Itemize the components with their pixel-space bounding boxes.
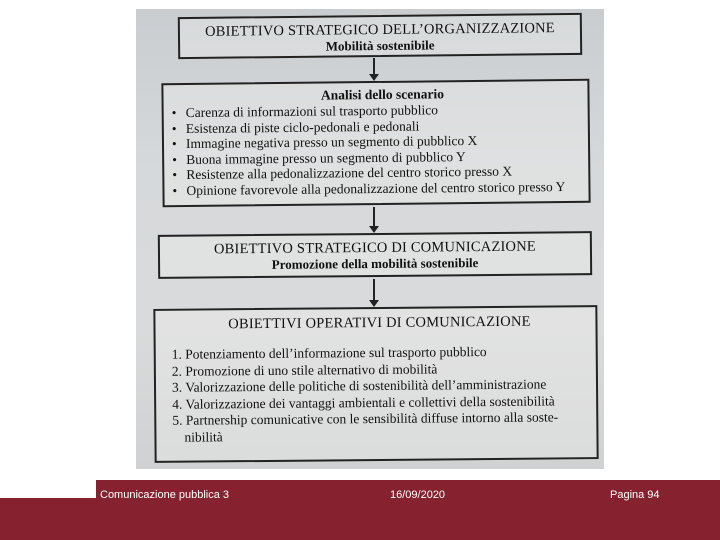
footer-page-number: Pagina 94 [610,489,660,501]
box-title: OBIETTIVO STRATEGICO DELL’ORGANIZZAZIONE [204,20,555,40]
list-item-text: Opinione favorevole alla pedonalizzazione del centro storico presso Y [186,178,566,198]
list-item-text: Resistenze alla pedonalizzazione del centro storico presso X [186,163,513,183]
bullet-icon: • [171,105,177,121]
scenario-list [171,101,581,199]
box-title: OBIETTIVI OPERATIVI DI COMUNICAZIONE [228,313,531,333]
list-item: 4. Valorizzazione dei vantaggi ambientali e collettivi della sostenibilità [172,392,555,412]
list-item-text: Carenza di informazioni sul trasporto pubblico [185,102,439,120]
box-subtitle: Mobilità sostenibile [325,37,435,54]
bullet-icon: • [172,167,178,183]
list-item-text: Immagine negativa presso un segmento di pubblico X [185,133,478,152]
bullet-icon: • [172,151,177,167]
box-subtitle: Promozione della mobilità sostenibile [271,255,479,272]
arrow-down-icon [373,58,375,75]
strategic-objective-communication-box [158,231,592,279]
strategic-objective-organization-box [178,13,582,59]
operational-objectives-list [172,343,589,446]
list-item: nibilità [184,428,223,445]
bullet-icon: • [171,120,177,136]
operational-objectives-box [153,305,598,463]
bullet-icon: • [171,136,177,152]
scenario-analysis-box [161,79,590,207]
list-item: 3. Valorizzazione delle politiche di sostenibilità dell’amministrazione [171,376,547,395]
box-title: Analisi dello scenario [320,86,445,103]
list-item [172,178,580,199]
bullet-icon: • [172,183,178,199]
list-item: 5. Partnership comunicative con le sensibilità diffuse intorno alla soste- [172,409,559,428]
list-item: 1. Potenziamento dell’informazione sul trasporto pubblico [171,344,487,362]
list-item-text: Buona immagine presso un segmento di pubblico Y [186,148,466,167]
footer-accent [0,480,96,498]
list-item: 2. Promozione di uno stile alternativo di mobilità [171,360,438,379]
list-item-text: Esistenza di piste ciclo-pedonali e pedonali [185,118,420,136]
box-title: OBIETTIVO STRATEGICO DI COMUNICAZIONE [213,238,536,258]
arrow-down-icon [373,207,375,227]
arrow-down-icon [373,279,375,301]
footer-date: 16/09/2020 [390,489,446,501]
slide-photo [136,9,604,469]
footer-course-title: Comunicazione pubblica 3 [100,489,230,501]
